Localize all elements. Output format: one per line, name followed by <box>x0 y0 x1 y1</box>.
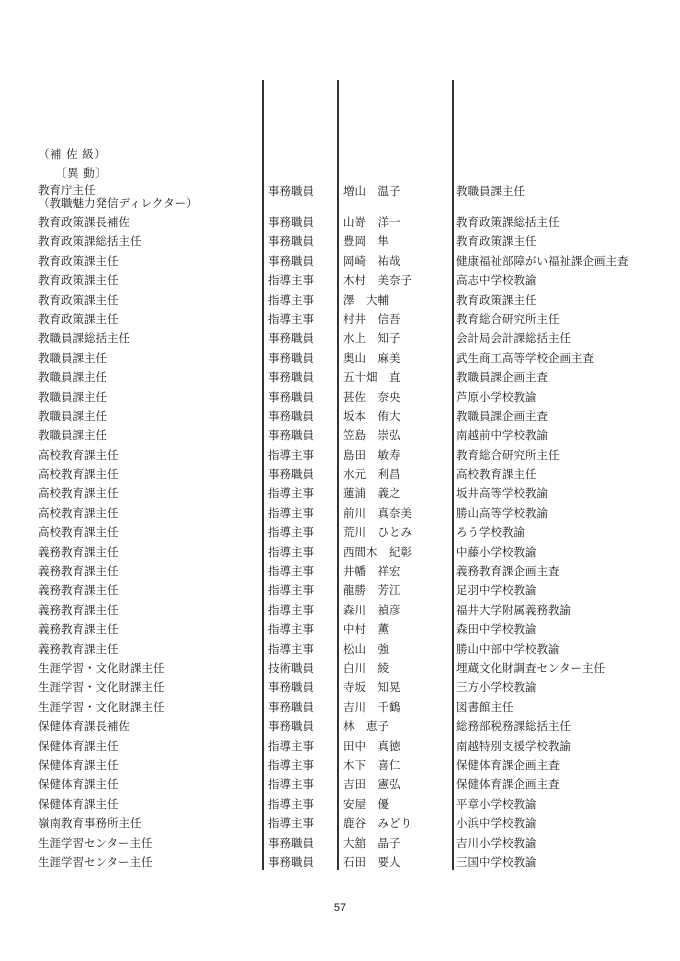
personnel-row <box>0 310 680 329</box>
job-type: 指導主事 <box>268 796 314 811</box>
new-position: 教職員課主任 <box>38 408 107 423</box>
job-type: 指導主事 <box>268 486 314 501</box>
job-type: 事務職員 <box>268 389 314 404</box>
previous-position: 福井大学附属義務教諭 <box>456 602 571 617</box>
personnel-row <box>0 756 680 775</box>
person-name: 豊岡 隼 <box>343 234 389 249</box>
personnel-row <box>0 232 680 251</box>
person-name: 森川 禎彦 <box>343 602 401 617</box>
previous-position: 勝山中部中学校教諭 <box>456 641 560 656</box>
new-position: 高校教育課主任 <box>38 467 119 482</box>
personnel-row <box>0 388 680 407</box>
personnel-row <box>0 213 680 232</box>
personnel-row <box>0 717 680 736</box>
person-name: 鹿谷 みどり <box>343 816 412 831</box>
job-type: 事務職員 <box>268 408 314 423</box>
job-type: 事務職員 <box>268 370 314 385</box>
new-position: 教育政策課主任 <box>38 292 119 307</box>
personnel-row <box>0 407 680 426</box>
new-position: 保健体育課主任 <box>38 757 119 772</box>
person-name: 前川 真奈美 <box>343 505 412 520</box>
person-name: 中村 薫 <box>343 622 389 637</box>
job-type: 指導主事 <box>268 602 314 617</box>
new-position: 教職員課主任 <box>38 389 107 404</box>
person-name: 木村 美奈子 <box>343 273 412 288</box>
personnel-row <box>0 446 680 465</box>
person-name: 澤 大輔 <box>343 292 389 307</box>
new-position: 義務教育課主任 <box>38 602 119 617</box>
new-position: 教育政策課長補佐 <box>38 215 130 229</box>
job-type: 事務職員 <box>268 428 314 443</box>
job-type: 指導主事 <box>268 816 314 831</box>
new-position: 生涯学習センター主任 <box>38 835 153 850</box>
previous-position: 足羽中学校教諭 <box>456 583 537 598</box>
previous-position: 南越特別支援学校教諭 <box>456 738 571 753</box>
person-name: 木下 喜仁 <box>343 757 401 772</box>
job-type: 指導主事 <box>268 311 314 326</box>
personnel-row <box>0 601 680 620</box>
previous-position: 健康福祉部障がい福祉課企画主査 <box>456 253 629 268</box>
previous-position: 埋蔵文化財調査センター主任 <box>456 660 606 675</box>
previous-position: 芦原小学校教諭 <box>456 389 537 404</box>
previous-position: 教育政策課主任 <box>456 234 537 249</box>
new-position: 高校教育課主任 <box>38 447 119 462</box>
personnel-row <box>0 834 680 853</box>
job-type: 事務職員 <box>268 253 314 268</box>
personnel-row <box>0 737 680 756</box>
previous-position: 三方小学校教諭 <box>456 680 537 695</box>
page-number: 57 <box>333 902 347 914</box>
personnel-row <box>0 543 680 562</box>
job-type: 事務職員 <box>268 331 314 346</box>
person-name: 西間木 紀彰 <box>343 544 412 559</box>
previous-position: 小浜中学校教諭 <box>456 816 537 831</box>
personnel-list <box>0 182 680 872</box>
job-type: 指導主事 <box>268 622 314 637</box>
previous-position: 教職員課主任 <box>456 184 525 198</box>
previous-position: 保健体育課企画主査 <box>456 777 560 792</box>
person-name: 荒川 ひとみ <box>343 525 412 540</box>
new-position: 義務教育課主任 <box>38 544 119 559</box>
job-type: 事務職員 <box>268 680 314 695</box>
previous-position: 高校教育課主任 <box>456 467 537 482</box>
new-position: 義務教育課主任 <box>38 583 119 598</box>
new-position <box>38 182 260 210</box>
job-type: 指導主事 <box>268 273 314 288</box>
job-type: 指導主事 <box>268 757 314 772</box>
person-name: 笠島 崇弘 <box>343 428 401 443</box>
new-position: 教育政策課主任 <box>38 253 119 268</box>
previous-position: 義務教育課企画主査 <box>456 564 560 579</box>
job-type: 事務職員 <box>268 467 314 482</box>
previous-position: 図書館主任 <box>456 699 514 714</box>
section-heading: （補 佐 級） <box>38 147 107 161</box>
job-type: 事務職員 <box>268 215 314 229</box>
new-position: 教育政策課主任 <box>38 273 119 288</box>
personnel-row <box>0 465 680 484</box>
previous-position: 教育総合研究所主任 <box>456 311 560 326</box>
previous-position: 吉川小学校教諭 <box>456 835 537 850</box>
personnel-row <box>0 484 680 503</box>
new-position-note: （教職魅力発信ディレクター） <box>38 196 198 210</box>
person-name: 五十畑 直 <box>343 370 401 385</box>
new-position: 高校教育課主任 <box>38 525 119 540</box>
previous-position: 教職員課企画主査 <box>456 370 548 385</box>
new-position: 教職員課主任 <box>38 350 107 365</box>
job-type: 指導主事 <box>268 641 314 656</box>
personnel-row <box>0 291 680 310</box>
new-position: 生涯学習・文化財課主任 <box>38 699 165 714</box>
personnel-row <box>0 659 680 678</box>
new-position: 義務教育課主任 <box>38 641 119 656</box>
personnel-row <box>0 182 680 213</box>
previous-position: 三国中学校教諭 <box>456 854 537 869</box>
personnel-row <box>0 349 680 368</box>
personnel-row <box>0 426 680 445</box>
job-type: 事務職員 <box>268 719 314 734</box>
personnel-row <box>0 698 680 717</box>
previous-position: 森田中学校教諭 <box>456 622 537 637</box>
job-type: 指導主事 <box>268 583 314 598</box>
person-name: 石田 要人 <box>343 854 401 869</box>
new-position-title: 教育庁主任 <box>38 183 96 197</box>
person-name: 田中 真徳 <box>343 738 401 753</box>
new-position: 教職員課主任 <box>38 428 107 443</box>
personnel-row <box>0 775 680 794</box>
new-position: 義務教育課主任 <box>38 564 119 579</box>
personnel-row <box>0 581 680 600</box>
previous-position: 教育総合研究所主任 <box>456 447 560 462</box>
person-name: 井幡 祥宏 <box>343 564 401 579</box>
person-name: 山嵜 洋一 <box>343 215 401 229</box>
personnel-row <box>0 795 680 814</box>
previous-position: 坂井高等学校教諭 <box>456 486 548 501</box>
person-name: 安屋 優 <box>343 796 389 811</box>
new-position: 高校教育課主任 <box>38 505 119 520</box>
new-position: 教育政策課主任 <box>38 311 119 326</box>
personnel-row <box>0 678 680 697</box>
previous-position: 中藤小学校教諭 <box>456 544 537 559</box>
new-position: 保健体育課主任 <box>38 777 119 792</box>
previous-position: 教育政策課主任 <box>456 292 537 307</box>
personnel-row <box>0 523 680 542</box>
person-name: 村井 信吾 <box>343 311 401 326</box>
person-name: 寺坂 知晃 <box>343 680 401 695</box>
personnel-row <box>0 271 680 290</box>
job-type: 指導主事 <box>268 564 314 579</box>
job-type: 事務職員 <box>268 184 314 198</box>
person-name: 水上 知子 <box>343 331 401 346</box>
job-type: 指導主事 <box>268 447 314 462</box>
person-name: 龍勝 芳江 <box>343 583 401 598</box>
previous-position: 高志中学校教諭 <box>456 273 537 288</box>
person-name: 蓮浦 義之 <box>343 486 401 501</box>
previous-position: ろう学校教諭 <box>456 525 525 540</box>
person-name: 白川 綾 <box>343 660 389 675</box>
sub-heading: 〔異 動〕 <box>55 166 108 180</box>
person-name: 岡崎 祐哉 <box>343 253 401 268</box>
personnel-row <box>0 368 680 387</box>
previous-position: 総務部税務課総括主任 <box>456 719 571 734</box>
new-position: 生涯学習・文化財課主任 <box>38 660 165 675</box>
personnel-row <box>0 814 680 833</box>
job-type: 指導主事 <box>268 505 314 520</box>
personnel-row <box>0 640 680 659</box>
job-type: 指導主事 <box>268 738 314 753</box>
person-name: 吉川 千鶴 <box>343 699 401 714</box>
previous-position: 南越前中学校教諭 <box>456 428 548 443</box>
previous-position: 教育政策課総括主任 <box>456 215 560 229</box>
job-type: 事務職員 <box>268 835 314 850</box>
personnel-row <box>0 252 680 271</box>
new-position: 保健体育課長補佐 <box>38 719 130 734</box>
new-position: 義務教育課主任 <box>38 622 119 637</box>
person-name: 増山 温子 <box>343 184 401 198</box>
new-position: 教育政策課総括主任 <box>38 234 142 249</box>
personnel-row <box>0 329 680 348</box>
job-type: 指導主事 <box>268 525 314 540</box>
personnel-row <box>0 504 680 523</box>
new-position: 嶺南教育事務所主任 <box>38 816 142 831</box>
person-name: 松山 強 <box>343 641 389 656</box>
job-type: 指導主事 <box>268 777 314 792</box>
job-type: 事務職員 <box>268 699 314 714</box>
job-type: 事務職員 <box>268 234 314 249</box>
previous-position: 保健体育課企画主査 <box>456 757 560 772</box>
person-name: 大舘 晶子 <box>343 835 401 850</box>
job-type: 事務職員 <box>268 350 314 365</box>
job-type: 事務職員 <box>268 854 314 869</box>
person-name: 坂本 侑大 <box>343 408 401 423</box>
personnel-row <box>0 853 680 872</box>
personnel-row <box>0 562 680 581</box>
previous-position: 教職員課企画主査 <box>456 408 548 423</box>
job-type: 指導主事 <box>268 544 314 559</box>
new-position: 高校教育課主任 <box>38 486 119 501</box>
new-position: 生涯学習センター主任 <box>38 854 153 869</box>
person-name: 林 恵子 <box>343 719 389 734</box>
new-position: 教職員課主任 <box>38 370 107 385</box>
person-name: 甚佐 奈央 <box>343 389 401 404</box>
previous-position: 平章小学校教諭 <box>456 796 537 811</box>
new-position: 保健体育課主任 <box>38 738 119 753</box>
previous-position: 勝山高等学校教諭 <box>456 505 548 520</box>
person-name: 水元 利昌 <box>343 467 401 482</box>
new-position: 保健体育課主任 <box>38 796 119 811</box>
job-type: 技術職員 <box>268 660 314 675</box>
new-position: 教職員課総括主任 <box>38 331 130 346</box>
personnel-row <box>0 620 680 639</box>
person-name: 島田 敏寿 <box>343 447 401 462</box>
job-type: 指導主事 <box>268 292 314 307</box>
previous-position: 会計局会計課総括主任 <box>456 331 571 346</box>
previous-position: 武生商工高等学校企画主査 <box>456 350 594 365</box>
person-name: 吉田 憲弘 <box>343 777 401 792</box>
person-name: 奥山 麻美 <box>343 350 401 365</box>
new-position: 生涯学習・文化財課主任 <box>38 680 165 695</box>
